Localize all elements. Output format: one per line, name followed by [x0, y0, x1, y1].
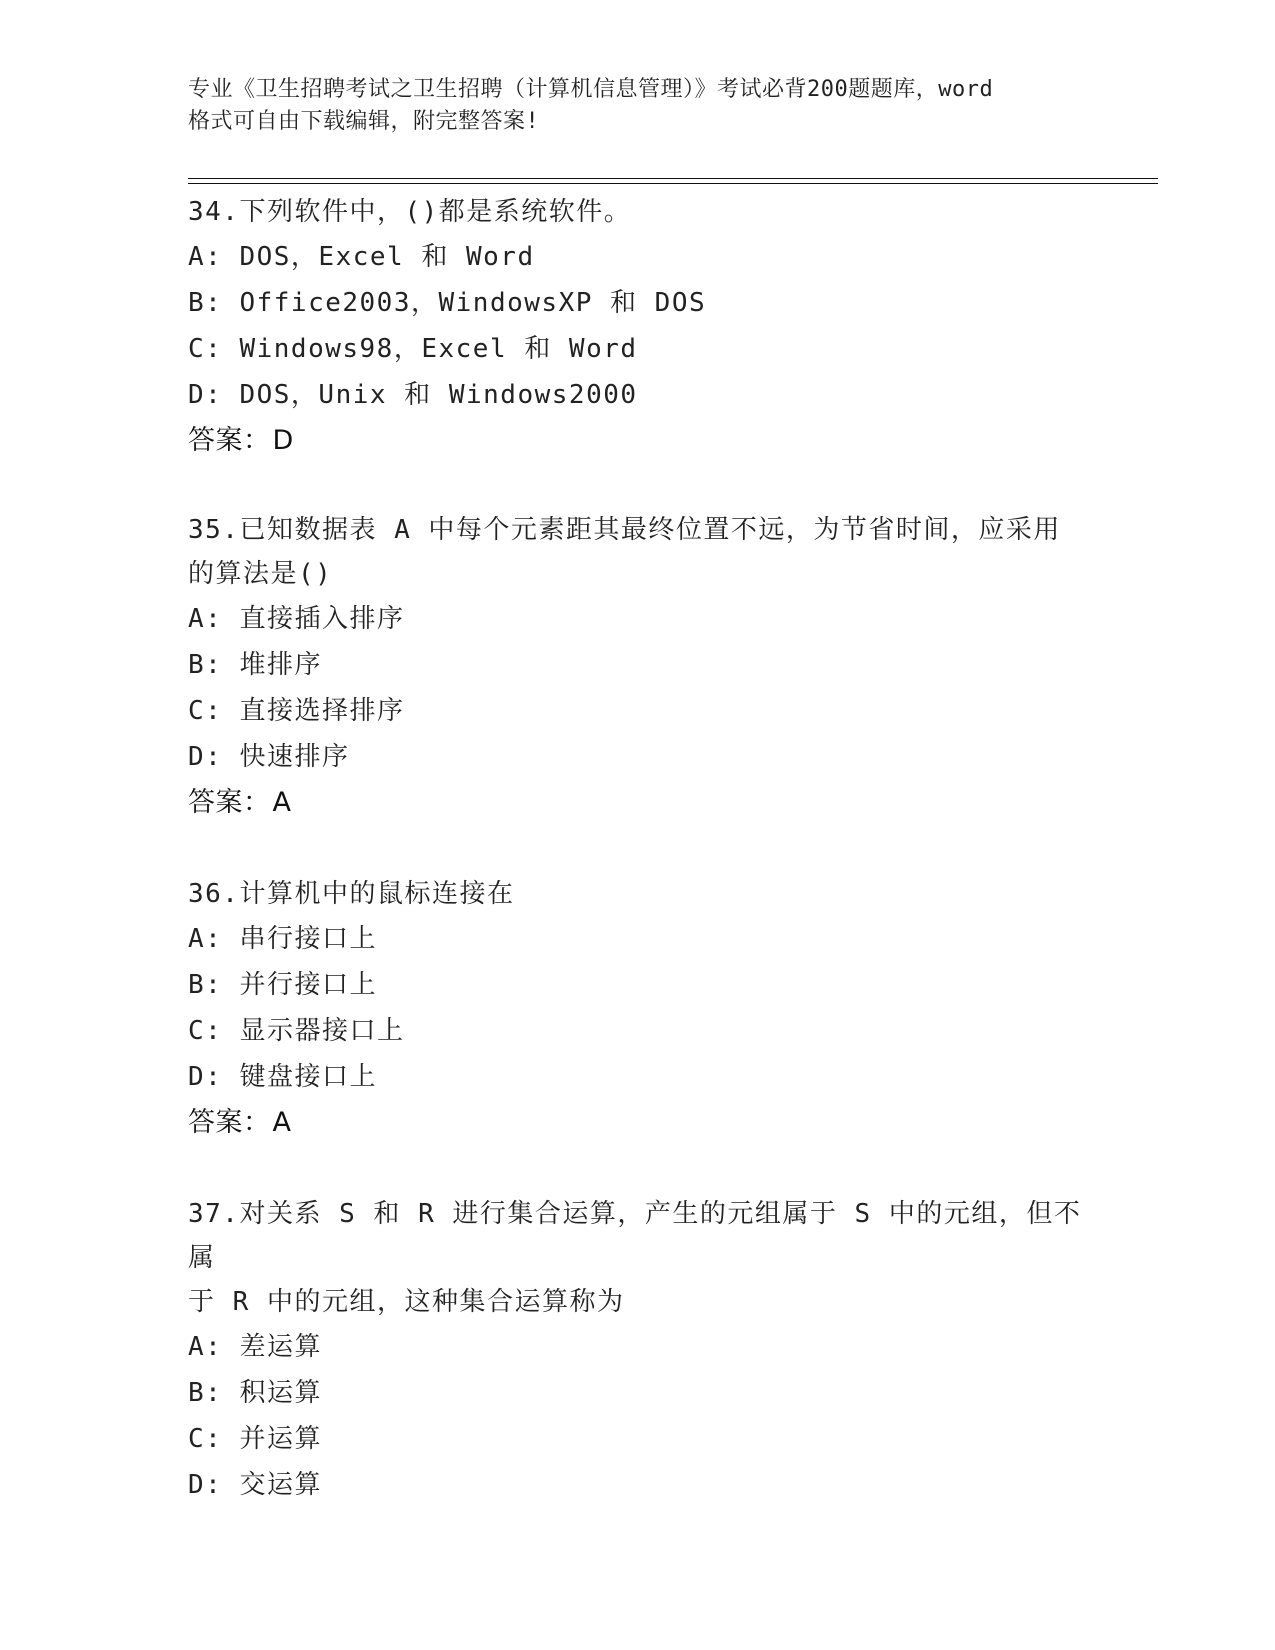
- option-d: D: 键盘接口上: [188, 1062, 377, 1092]
- option-d: D: DOS，Unix 和 Windows2000: [188, 380, 638, 410]
- option-c: C: 显示器接口上: [188, 1016, 405, 1046]
- answer-value: A: [272, 787, 292, 818]
- question-stem-line-2: 于 R 中的元组，这种集合运算称为: [188, 1287, 625, 1317]
- option-a: A: 直接插入排序: [188, 604, 405, 634]
- option-a: A: 串行接口上: [188, 924, 377, 954]
- answer-label: 答案：: [188, 787, 271, 818]
- option-b: B: 并行接口上: [188, 970, 377, 1000]
- option-b: B: Office2003，WindowsXP 和 DOS: [188, 288, 707, 318]
- question-35: [188, 508, 1088, 826]
- option-c: C: Windows98，Excel 和 Word: [188, 334, 638, 364]
- question-stem-line-1: 35.已知数据表 A 中每个元素距其最终位置不远，为节省时间，应采用: [188, 515, 1061, 545]
- option-b: B: 积运算: [188, 1378, 322, 1408]
- answer-label: 答案：: [188, 1107, 271, 1138]
- answer-line: [188, 780, 1088, 826]
- option-c: C: 并运算: [188, 1424, 322, 1454]
- answer-label: 答案：: [188, 425, 271, 456]
- question-stem: 34.下列软件中，()都是系统软件。: [188, 197, 632, 227]
- document-header: [188, 74, 1088, 138]
- option-d: D: 快速排序: [188, 742, 350, 772]
- answer-line: [188, 418, 1088, 464]
- header-divider-bottom: [188, 183, 1158, 184]
- header-divider-top: [188, 178, 1158, 179]
- header-line-1: 专业《卫生招聘考试之卫生招聘（计算机信息管理）》考试必背200题题库，word: [188, 77, 994, 102]
- header-line-2: 格式可自由下载编辑，附完整答案!: [188, 109, 540, 134]
- option-a: A: 差运算: [188, 1332, 322, 1362]
- question-36: [188, 872, 1088, 1146]
- option-d: D: 交运算: [188, 1470, 322, 1500]
- option-a: A: DOS，Excel 和 Word: [188, 242, 535, 272]
- answer-value: D: [272, 425, 294, 456]
- question-34: [188, 190, 1088, 464]
- question-stem-line-2: 的算法是(): [188, 559, 333, 589]
- answer-line: [188, 1100, 1088, 1146]
- answer-value: A: [272, 1107, 292, 1138]
- option-b: B: 堆排序: [188, 650, 322, 680]
- question-stem: 36.计算机中的鼠标连接在: [188, 879, 515, 909]
- question-37: [188, 1192, 1088, 1508]
- option-c: C: 直接选择排序: [188, 696, 405, 726]
- question-stem-line-1: 37.对关系 S 和 R 进行集合运算，产生的元组属于 S 中的元组，但不属: [188, 1199, 1082, 1273]
